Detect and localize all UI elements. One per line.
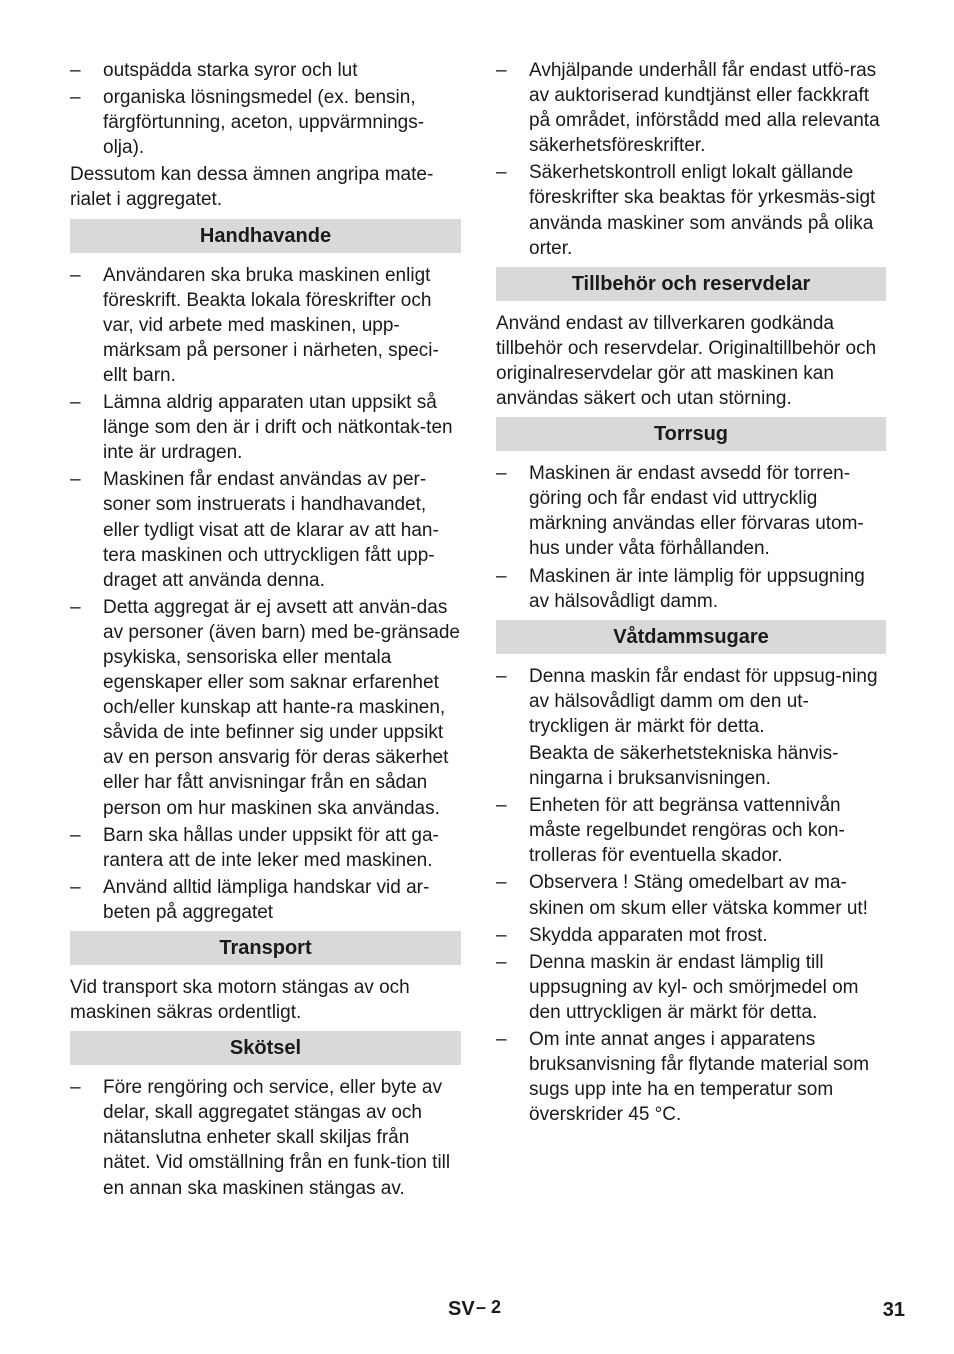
list-item: – Maskinen får endast användas av per-soner som instruerats i handhavandet, eller tydligt visat att de klarar av att han-tera maskinen och uttryckligen fått upp-draget att använda denna. [70, 469, 439, 591]
right-column [496, 58, 886, 1129]
list-item: – Använd alltid lämpliga handskar vid ar-beten på aggregatet [70, 876, 430, 923]
list-item: – Om inte annat anges i apparatens bruksanvisning får flytande material som sugs upp inte ha en temperatur som överskrider 45 °C. [496, 1029, 870, 1126]
tillbehor-paragraph: Använd endast av tillverkaren godkända tillbehör och reservdelar. Originaltillbehör och originalreservdelar gör att maskinen kan användas säkert och utan störning. [496, 312, 877, 410]
list-item: – Barn ska hållas under uppsikt för att ga-rantera att de inte leker med maskinen. [70, 824, 439, 871]
bullet-dash: – [70, 469, 81, 491]
bullet-dash: – [70, 824, 81, 846]
section-heading-tillbehor: Tillbehör och reservdelar [496, 267, 886, 301]
bullet-dash: – [496, 924, 507, 946]
section-heading-torrsug: Torrsug [496, 417, 886, 451]
intro-paragraph: Dessutom kan dessa ämnen angripa mate-rialet i aggregatet. [70, 164, 434, 211]
bullet-dash: – [496, 665, 507, 687]
list-item: – Denna maskin får endast för uppsug-ning av hälsovådligt damm om den ut-tryckligen är märkt för detta. [496, 665, 878, 737]
footer-page-number: 31 [882, 1299, 905, 1321]
bullet-dash: – [70, 87, 81, 109]
list-item: – Säkerhetskontroll enligt lokalt gällande föreskrifter ska beaktas för yrkesmäs-sigt använda maskiner som används på olika orter. [496, 162, 876, 259]
list-item-note: Beakta de säkerhetstekniska hänvis-ningarna i bruksanvisningen. [529, 742, 839, 790]
list-item: – Denna maskin är endast lämplig till uppsugning av kyl- och smörjmedel om den uttryckligen är märkt för detta. [496, 951, 859, 1023]
bullet-dash: – [70, 1077, 81, 1099]
bullet-dash: – [70, 264, 81, 286]
footer-page-label: – 2 [476, 1297, 502, 1317]
transport-paragraph: Vid transport ska motorn stängas av och maskinen säkras ordentligt. [70, 977, 410, 1024]
list-item: – Lämna aldrig apparaten utan uppsikt så länge som den är i drift och nätkontak-ten inte är urdragen. [70, 392, 453, 464]
bullet-dash: – [70, 392, 81, 414]
list-item: – outspädda starka syror och lut [70, 58, 461, 83]
bullet-dash: – [496, 795, 507, 817]
section-heading-transport: Transport [70, 931, 461, 965]
bullet-dash: – [496, 872, 507, 894]
bullet-dash: – [496, 565, 507, 587]
bullet-dash: – [70, 596, 81, 618]
list-item: – Detta aggregat är ej avsett att använ-das av personer (även barn) med be-gränsade psykiska, sensoriska eller mentala egenskaper eller som saknar erfarenhet och/eller kunskap att hante-ra maskinen, såvida de inte befinner sig under uppsikt av en person ansvarig för deras säkerhet eller har fått anvisningar från en sådan person om hur maskinen ska användas. [70, 596, 460, 819]
left-column [70, 58, 461, 1203]
list-item: – organiska lösningsmedel (ex. bensin, färgförtunning, aceton, uppvärmnings-olja). [70, 87, 425, 159]
bullet-dash: – [496, 162, 507, 184]
list-item: – Skydda apparaten mot frost. [496, 923, 886, 948]
list-item: – Avhjälpande underhåll får endast utfö-ras av auktoriserad kundtjänst eller fackkraft på området, införstådd med alla relevanta säkerhetsföreskrifter. [496, 60, 880, 157]
section-heading-skotsel: Skötsel [70, 1031, 461, 1065]
bullet-dash: – [496, 60, 507, 81]
list-item: – Enheten för att begränsa vattennivån måste regelbundet rengöras och kon-trolleras för eventuella skador. [496, 795, 845, 867]
section-heading-vatdammsugare: Våtdammsugare [496, 620, 886, 654]
list-item: – Maskinen är endast avsedd för torren-göring och får endast vid uttrycklig märkning användas eller förvaras utom-hus under våta förhållanden. [496, 463, 864, 560]
section-heading-handhavande: Handhavande [70, 219, 461, 253]
list-item: – Maskinen är inte lämplig för uppsugning av hälsovådligt damm. [496, 565, 865, 612]
bullet-dash: – [496, 951, 507, 973]
footer-language: SV [448, 1298, 475, 1320]
bullet-dash: – [496, 463, 507, 485]
bullet-dash: – [496, 1029, 507, 1050]
list-item: – Observera ! Stäng omedelbart av ma-skinen om skum eller vätska kommer ut! [496, 872, 868, 919]
list-item: – Användaren ska bruka maskinen enligt föreskrift. Beakta lokala föreskrifter och var, vid arbete med maskinen, upp-märksam på personer i närheten, speci-ellt barn. [70, 264, 439, 386]
bullet-dash: – [70, 876, 81, 898]
list-item: – Före rengöring och service, eller byte av delar, skall aggregatet stängas av och nätanslutna enheter skall skiljas från nätet. Vid omställning från en funk-tion till en annan ska maskinen stängas av. [70, 1077, 451, 1199]
bullet-dash: – [70, 60, 81, 81]
